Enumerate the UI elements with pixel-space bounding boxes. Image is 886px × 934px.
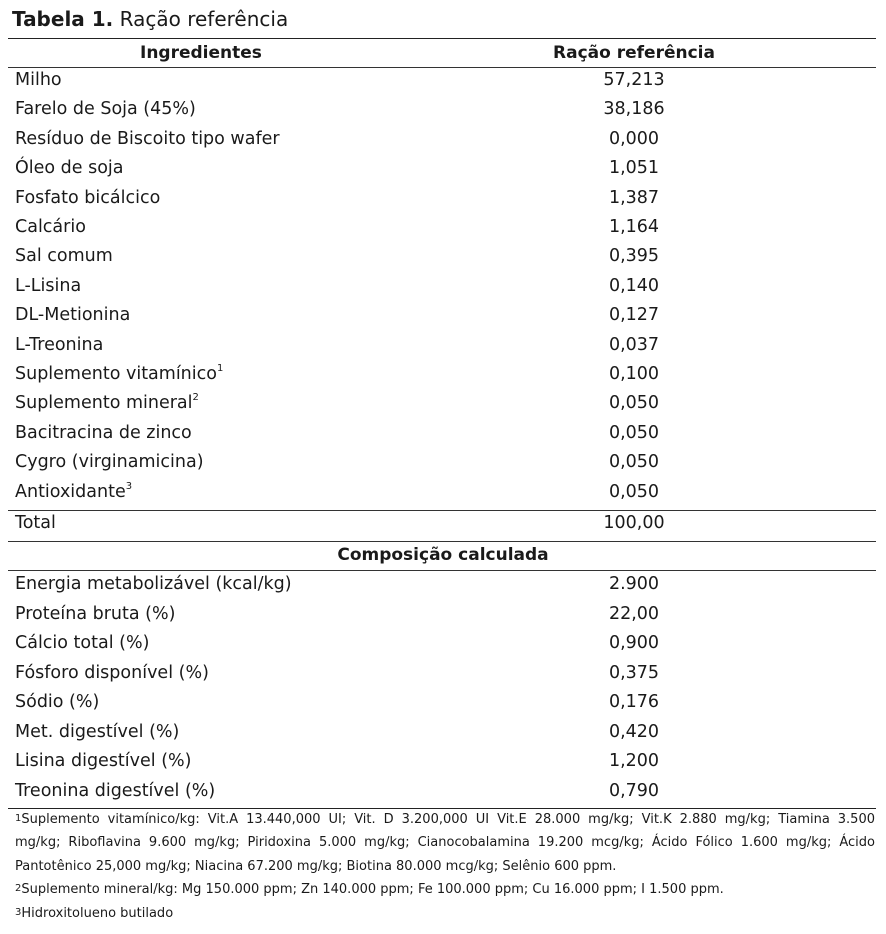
row-value: 0,100 xyxy=(608,364,660,384)
row-name: Milho xyxy=(15,70,62,90)
row-value: 22,00 xyxy=(608,603,660,624)
table-row xyxy=(0,390,886,419)
table-row xyxy=(0,748,886,777)
row-name: Sal comum xyxy=(15,246,113,267)
footnote-3: $^3$Hidroxitolueno butilado xyxy=(15,905,174,921)
table-caption xyxy=(12,6,288,32)
row-value: 0,140 xyxy=(608,275,660,296)
table-row xyxy=(0,302,886,331)
row-value: 0,375 xyxy=(608,662,660,683)
table-row xyxy=(0,273,886,302)
row-value: 0,050 xyxy=(608,422,660,443)
row-value: 0,790 xyxy=(608,780,660,801)
table-row xyxy=(0,126,886,155)
table-row xyxy=(0,214,886,243)
table-row xyxy=(0,479,886,508)
table-row xyxy=(0,420,886,449)
row-name: Fósforo disponível (%) xyxy=(15,662,209,683)
footnote-marker: 2 xyxy=(192,392,199,404)
table-row xyxy=(0,660,886,689)
table-row xyxy=(0,449,886,478)
row-value: 1,387 xyxy=(608,187,660,208)
row-name: L-Treonina xyxy=(15,334,104,355)
row-value: 1,164 xyxy=(608,217,660,237)
row-name: Óleo de soja xyxy=(15,158,124,179)
table-row xyxy=(0,630,886,659)
row-name: Cygro (virginamicina) xyxy=(15,452,204,473)
table-row xyxy=(0,96,886,125)
composition-header: Composição calculada xyxy=(337,545,549,565)
column-header-ingredients: Ingredientes xyxy=(140,43,262,63)
footnotes xyxy=(15,808,875,925)
row-name: Treonina digestível (%) xyxy=(15,780,216,801)
caption-title: Ração referência xyxy=(119,7,289,31)
row-value: 0,176 xyxy=(608,692,660,712)
row-value: 0,050 xyxy=(608,393,660,414)
row-value: 0,000 xyxy=(608,128,660,149)
row-name: DL-Metionina xyxy=(15,305,131,326)
row-name: Fosfato bicálcico xyxy=(15,187,161,208)
caption-prefix: Tabela 1. xyxy=(12,7,114,31)
row-value: 0,037 xyxy=(608,334,660,355)
table-row xyxy=(0,155,886,184)
row-value: 2.900 xyxy=(608,574,660,594)
footnote-1-line-1: $^1$Suplemento vitamínico/kg: Vit.A 13.440,000 UI; Vit. D 3.200,000 UI Vit.E 28.000 mg/kg; Vit.K 2.880 mg/kg; Tiamina 3.500 xyxy=(15,812,875,827)
table-row xyxy=(0,361,886,390)
row-name: Suplemento vitamínico$^1$ xyxy=(15,363,224,384)
footnote-2: $^2$Suplemento mineral/kg: Mg 150.000 ppm; Zn 140.000 ppm; Fe 100.000 ppm; Cu 16.000 ppm; I 1.500 ppm. xyxy=(15,882,724,898)
footnote-marker: 1 xyxy=(216,363,224,374)
row-value: 0,050 xyxy=(608,452,660,473)
row-value: 0,127 xyxy=(608,305,660,326)
row-value: 0,900 xyxy=(608,633,660,653)
row-name: Proteína bruta (%) xyxy=(15,603,176,624)
table-row xyxy=(0,571,886,600)
row-name: Antioxidante$^3$ xyxy=(15,480,133,502)
row-value: 1,200 xyxy=(608,751,660,771)
total-row xyxy=(0,510,886,539)
row-name: Bacitracina de zinco xyxy=(15,422,192,443)
row-name: Resíduo de Biscoito tipo wafer xyxy=(15,128,280,149)
total-label: Total xyxy=(15,513,56,533)
row-name: L-Lisina xyxy=(15,275,82,296)
table-row xyxy=(0,719,886,748)
row-value: 0,050 xyxy=(608,481,660,502)
footnote-marker: 3 xyxy=(125,480,133,492)
row-name: Lisina digestível (%) xyxy=(15,751,192,771)
row-value: 38,186 xyxy=(603,99,665,120)
row-value: 1,051 xyxy=(608,158,660,179)
row-name: Met. digestível (%) xyxy=(15,721,180,742)
footnote-1-line-2: mg/kg; Riboflavina 9.600 mg/kg; Piridoxina 5.000 mg/kg; Cianocobalamina 19.200 mcg/kg; Ácido Fólico 1.600 mg/kg; Ácido xyxy=(15,835,875,851)
table-row xyxy=(0,332,886,361)
row-value: 0,420 xyxy=(608,721,660,742)
row-value: 0,395 xyxy=(608,246,660,267)
row-name: Calcário xyxy=(15,217,86,237)
row-name: Cálcio total (%) xyxy=(15,633,150,653)
table-row xyxy=(0,778,886,807)
row-name: Farelo de Soja (45%) xyxy=(15,99,196,120)
row-value: 57,213 xyxy=(603,70,665,90)
table-row xyxy=(0,243,886,272)
column-header-value: Ração referência xyxy=(553,43,715,63)
total-value: 100,00 xyxy=(603,513,665,533)
top-rule xyxy=(8,38,876,39)
composition-top-rule xyxy=(8,541,876,542)
table-row xyxy=(0,689,886,718)
row-name: Sódio (%) xyxy=(15,692,100,712)
table-row xyxy=(0,67,886,96)
row-name: Suplemento mineral$^2$ xyxy=(15,392,199,414)
table-row xyxy=(0,185,886,214)
footnote-1-line-3: Pantotênico 25,000 mg/kg; Niacina 67.200 mg/kg; Biotina 80.000 mcg/kg; Selênio 600 ppm. xyxy=(15,858,617,874)
table-row xyxy=(0,601,886,630)
row-name: Energia metabolizável (kcal/kg) xyxy=(15,574,292,594)
